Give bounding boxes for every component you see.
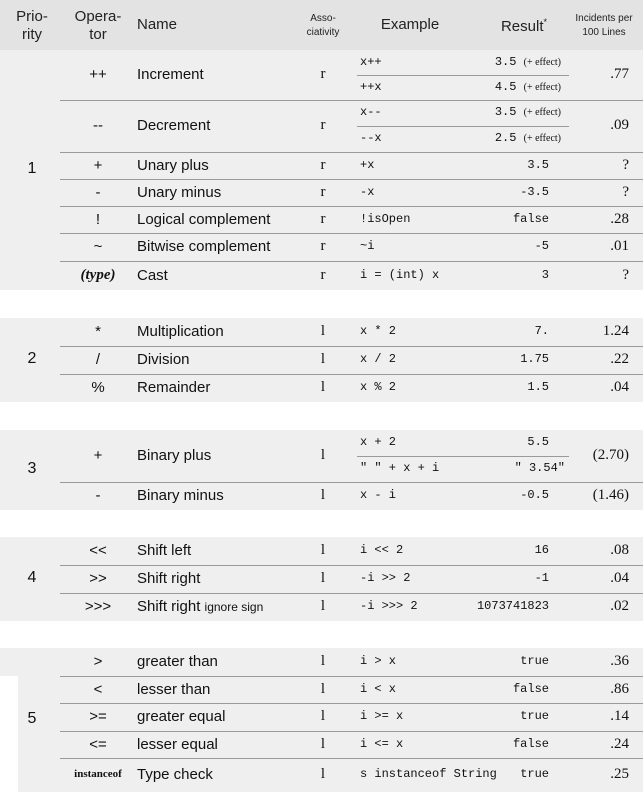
incidents-value: ? <box>622 156 629 173</box>
result-text: 2.5 <box>494 131 517 145</box>
incidents-value: .36 <box>610 653 629 669</box>
operator-symbol: <= <box>89 735 107 753</box>
operator-name <box>137 447 211 464</box>
example-code: s instanceof String <box>360 767 497 781</box>
example-code: --x <box>360 131 382 145</box>
header-name: Name <box>137 16 178 33</box>
operator-name-label: Remainder <box>137 379 211 396</box>
result-text: false <box>512 736 549 751</box>
result-value <box>535 324 549 338</box>
sub-row-divider <box>357 126 569 127</box>
example-code: x / 2 <box>360 352 397 366</box>
associativity: l <box>320 487 326 503</box>
result-value <box>520 767 549 781</box>
example-code: -i >> 2 <box>360 571 411 585</box>
example-code: i > x <box>360 654 397 668</box>
operator-name-label: Logical complement <box>137 210 271 228</box>
associativity: l <box>320 680 326 697</box>
incidents-value: .28 <box>610 210 629 227</box>
result-text: 3 <box>541 267 549 282</box>
example-code: i >= x <box>360 709 404 723</box>
example-code: x * 2 <box>360 324 397 338</box>
header-example: Example <box>380 16 440 33</box>
result-text: 7. <box>534 324 549 338</box>
left-margin-blank <box>0 676 18 792</box>
associativity: l <box>320 735 326 752</box>
example-code: ~i <box>360 239 375 253</box>
operator-name <box>137 653 218 670</box>
operator-name-label: lesser than <box>137 680 211 698</box>
operator-symbol: >= <box>89 708 107 725</box>
operator-name <box>137 157 209 174</box>
incidents-value: 1.24 <box>602 323 629 339</box>
operator-name-label: Unary plus <box>137 156 209 174</box>
operator-name <box>137 211 270 228</box>
associativity: r <box>320 156 326 173</box>
operator-name-label: Decrement <box>137 117 211 134</box>
operator-name-label: Binary minus <box>137 487 224 504</box>
associativity: r <box>320 66 326 82</box>
operator-name-label: Shift right <box>137 570 201 587</box>
operator-name <box>137 766 213 783</box>
sub-row-divider <box>357 456 569 457</box>
result-text: true <box>520 709 549 723</box>
result-value <box>527 158 549 172</box>
row-divider <box>60 206 643 207</box>
example-code: i <= x <box>360 736 404 751</box>
associativity: l <box>320 379 326 395</box>
operator-name-label: Cast <box>137 266 168 284</box>
incidents-value: .01 <box>610 238 629 254</box>
operator-name <box>137 681 210 698</box>
priority-number: 5 <box>27 710 37 727</box>
result-value <box>520 488 549 502</box>
result-value <box>535 239 549 253</box>
result-effect: (+ effect) <box>523 81 561 93</box>
row-divider <box>60 758 643 759</box>
associativity: r <box>320 210 326 227</box>
header-incidents: Incidents per 100 Lines <box>575 13 633 38</box>
header-operator: Opera- tor <box>74 8 122 43</box>
operator-name-suffix: ignore sign <box>204 600 264 614</box>
associativity: l <box>320 766 326 782</box>
operator-symbol: + <box>93 156 103 174</box>
operator-name-label: Unary minus <box>137 183 222 201</box>
priority-group-1 <box>0 50 643 290</box>
associativity: l <box>320 447 326 463</box>
header-result-mark: * <box>543 17 548 27</box>
incidents-value: .02 <box>610 598 629 614</box>
incidents-value: .25 <box>610 766 629 782</box>
row-divider <box>60 261 643 262</box>
result-text: 3.5 <box>494 105 517 119</box>
result-value <box>513 682 549 696</box>
associativity: l <box>320 542 326 558</box>
operator-name <box>137 542 191 559</box>
priority-group-2 <box>0 318 643 402</box>
row-divider <box>60 233 643 234</box>
result-value <box>520 654 549 668</box>
priority-group-4 <box>0 537 643 621</box>
header-result <box>484 17 564 35</box>
row-divider <box>60 100 643 101</box>
table-header <box>0 0 643 50</box>
operator-name <box>137 487 224 504</box>
operator-name <box>137 117 210 134</box>
result-value <box>527 380 549 394</box>
operator-symbol: < <box>93 680 103 698</box>
result-value <box>520 709 549 723</box>
incidents-value: .22 <box>610 351 629 367</box>
header-result-label: Result <box>500 18 544 35</box>
result-value <box>535 571 549 585</box>
incidents-value: .04 <box>610 570 629 586</box>
incidents-value: .09 <box>610 117 629 133</box>
operator-name <box>137 184 221 201</box>
example-code: x + 2 <box>360 435 397 449</box>
result-value <box>513 737 549 751</box>
operator-name-label: Shift left <box>137 542 192 559</box>
result-value <box>535 543 549 557</box>
result-text: 3.5 <box>494 54 517 69</box>
priority-number: 4 <box>27 569 37 586</box>
result-text: false <box>512 211 549 226</box>
row-divider <box>60 565 643 566</box>
example-code: x % 2 <box>360 380 397 394</box>
row-divider <box>60 152 643 153</box>
incidents-value: ? <box>622 183 629 200</box>
sub-row-divider <box>357 75 569 76</box>
result-text: 5.5 <box>527 435 549 449</box>
header-associativity: Asso- ciativity <box>306 13 340 38</box>
operator-symbol: ! <box>95 210 101 228</box>
example-code: +x <box>360 157 375 172</box>
operator-name-label: Multiplication <box>137 323 224 340</box>
associativity: l <box>320 351 326 367</box>
incidents-value: .14 <box>610 708 629 724</box>
operator-symbol: - <box>95 487 101 504</box>
row-divider <box>60 179 643 180</box>
operator-name-label: Shift right <box>137 598 201 615</box>
example-code: i < x <box>360 681 397 696</box>
associativity: r <box>320 266 326 283</box>
operator-name <box>137 736 218 753</box>
operator-symbol: >> <box>89 570 107 587</box>
example-code: x++ <box>360 54 382 69</box>
operator-name <box>137 570 200 587</box>
priority-number: 2 <box>27 350 37 367</box>
result-text: -1 <box>534 571 549 585</box>
example-code: -i >>> 2 <box>360 599 418 613</box>
associativity: r <box>320 183 326 200</box>
row-divider <box>60 346 643 347</box>
result-text: " 3.54" <box>514 461 565 475</box>
priority-number: 1 <box>27 160 37 177</box>
result-effect: (+ effect) <box>523 107 561 118</box>
operator-name-label: greater than <box>137 653 218 670</box>
operator-symbol: + <box>93 447 103 464</box>
operator-name <box>137 379 210 396</box>
associativity: r <box>320 238 326 254</box>
result-value <box>495 131 561 145</box>
example-code: -x <box>360 184 375 199</box>
result-text: -0.5 <box>520 488 549 502</box>
result-text: 1073741823 <box>476 599 549 613</box>
operator-symbol: % <box>91 379 105 396</box>
result-text: 16 <box>534 543 549 557</box>
operator-symbol: ~ <box>93 238 103 255</box>
operator-symbol: * <box>95 323 101 340</box>
example-code: !isOpen <box>360 211 411 226</box>
result-text: 4.5 <box>494 79 517 94</box>
associativity: r <box>320 117 326 133</box>
result-text: true <box>520 654 549 668</box>
operator-symbol: / <box>95 351 101 368</box>
associativity: l <box>320 653 326 669</box>
priority-group-5 <box>0 648 643 792</box>
operator-name-label: Division <box>137 351 190 368</box>
example-code: x-- <box>360 105 382 119</box>
operator-symbol: - <box>95 183 101 201</box>
result-value <box>527 435 549 449</box>
row-divider <box>60 593 643 594</box>
operator-symbol: instanceof <box>74 768 122 780</box>
incidents-value: ? <box>622 266 629 283</box>
example-code: " " + x + i <box>360 461 440 475</box>
incidents-value: (2.70) <box>592 447 629 463</box>
result-text: -3.5 <box>520 184 549 199</box>
operator-name <box>137 267 168 284</box>
associativity: l <box>320 708 326 724</box>
row-divider <box>60 374 643 375</box>
result-value <box>477 599 549 613</box>
operator-name-label: Type check <box>137 766 213 783</box>
operator-symbol: (type) <box>80 266 116 283</box>
associativity: l <box>320 570 326 586</box>
operator-name-label: Binary plus <box>137 447 212 464</box>
operator-symbol: > <box>93 653 103 670</box>
priority-number: 3 <box>27 460 37 477</box>
result-value <box>495 105 561 119</box>
incidents-value: (1.46) <box>592 487 629 503</box>
result-text: 3.5 <box>527 157 549 172</box>
operator-symbol: >>> <box>84 598 112 615</box>
priority-group-3 <box>0 430 643 510</box>
example-code: i = (int) x <box>360 267 440 282</box>
associativity: l <box>320 323 326 339</box>
operator-symbol: << <box>89 542 107 559</box>
result-value <box>513 212 549 226</box>
result-text: -5 <box>534 239 549 253</box>
associativity: l <box>320 598 326 614</box>
result-value <box>495 55 561 69</box>
operator-name <box>137 323 224 340</box>
incidents-value: .08 <box>610 542 629 558</box>
operator-name <box>137 66 204 83</box>
result-value <box>495 80 561 94</box>
operator-symbol: -- <box>93 117 103 134</box>
result-effect: (+ effect) <box>523 56 561 68</box>
operator-name-label: Bitwise complement <box>137 238 271 255</box>
incidents-value: .77 <box>610 66 629 82</box>
operator-name-label: lesser equal <box>137 735 218 753</box>
result-text: 1.5 <box>527 380 549 394</box>
example-code: i << 2 <box>360 543 404 557</box>
incidents-value: .86 <box>610 680 629 697</box>
operator-name-label: Increment <box>137 66 204 83</box>
row-divider <box>60 731 643 732</box>
operator-name-label: greater equal <box>137 708 226 725</box>
row-divider <box>60 703 643 704</box>
operator-symbol: ++ <box>89 66 107 83</box>
incidents-value: .24 <box>610 735 629 752</box>
result-value <box>520 352 549 366</box>
result-value <box>542 268 549 282</box>
header-priority: Prio- rity <box>16 8 48 43</box>
result-text: false <box>512 681 549 696</box>
result-text: 1.75 <box>520 352 549 366</box>
example-code: ++x <box>360 79 382 94</box>
operator-name <box>137 238 270 255</box>
result-value <box>520 185 549 199</box>
row-divider <box>60 676 643 677</box>
result-effect: (+ effect) <box>523 133 561 144</box>
operator-name <box>137 351 190 368</box>
operator-name <box>137 598 263 615</box>
example-code: x - i <box>360 488 397 502</box>
operator-name <box>137 708 225 725</box>
incidents-value: .04 <box>610 379 629 395</box>
row-divider <box>60 482 643 483</box>
result-text: true <box>520 767 549 781</box>
result-value <box>515 461 565 475</box>
